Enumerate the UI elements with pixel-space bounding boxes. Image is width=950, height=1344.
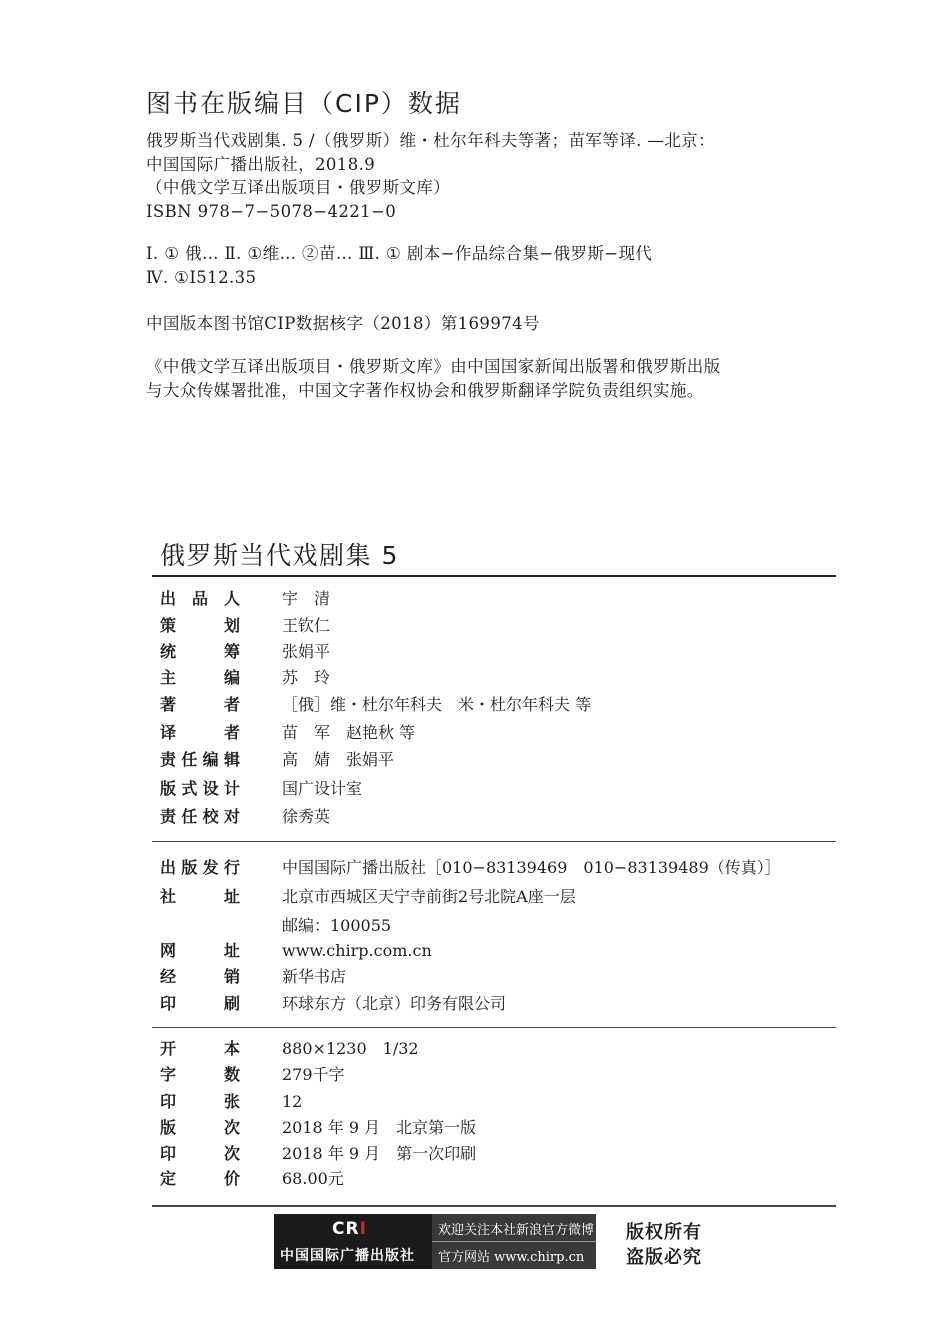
publisher-row-distributor [160,965,836,989]
credit-row-responsible-editor [160,748,836,772]
publisher-label: 出版发行 [160,858,240,877]
spec-value: 12 [282,1092,303,1111]
publisher-label: 印刷 [160,994,240,1013]
publisher-row-distribution [160,856,836,880]
credit-row-proofreader [160,805,836,829]
project-note-line-2: 与大众传媒署批准，中国文字著作权协会和俄罗斯翻译学院负责组织实施。 [146,381,704,400]
credit-label: 策划 [160,616,240,635]
rights-reserved: 版权所有 [626,1222,702,1243]
logo-info-panel [432,1214,596,1269]
spec-row-word-count [160,1063,836,1087]
publisher-logo-name: 中国国际广播出版社 [280,1248,415,1264]
publisher-label: 网址 [160,941,240,960]
spec-row-price [160,1167,836,1191]
spec-label: 版次 [160,1118,240,1137]
publisher-row-website [160,939,836,963]
spec-label: 印次 [160,1144,240,1163]
credit-value: ［俄］维・杜尔年科夫 米・杜尔年科夫 等 [282,695,592,714]
spec-value: 2018 年 9 月 第一次印刷 [282,1144,477,1163]
weibo-follow-text: 欢迎关注本社新浪官方微博 [438,1223,595,1238]
logo-mark-text: CR [332,1219,360,1239]
credit-label: 统筹 [160,642,240,661]
credit-value: 国广设计室 [282,779,363,798]
publisher-row-address [160,885,836,909]
spec-label: 定价 [160,1169,240,1188]
cip-record-line-4: ISBN 978−7−5078−4221−0 [146,202,397,221]
spec-row-printing [160,1142,836,1166]
section-divider [152,1027,836,1028]
crj-logo-mark [332,1219,367,1239]
section-divider [152,841,836,842]
book-title: 俄罗斯当代戏剧集 5 [160,541,399,570]
publisher-logo-block [274,1214,596,1269]
spec-label: 开本 [160,1039,240,1058]
spec-value: 880×1230 1/32 [282,1039,419,1058]
spec-value: 279千字 [282,1065,345,1084]
spec-row-format [160,1037,836,1061]
credit-row-producer [160,587,836,611]
credit-label: 责任编辑 [160,750,240,769]
publisher-value: 中国国际广播出版社［010−83139469 010−83139489（传真）］ [282,858,781,877]
bottom-rule [152,1205,836,1207]
official-website-text: 官方网站 www.chirp.cn [438,1250,585,1265]
credit-value: 徐秀英 [282,807,331,826]
cip-heading: 图书在版编目（CIP）数据 [146,89,462,118]
publisher-value: 邮编：100055 [282,916,392,935]
credit-label: 著者 [160,695,240,714]
spec-value: 2018 年 9 月 北京第一版 [282,1118,477,1137]
cip-classification-line-1: Ⅰ. ① 俄… Ⅱ. ①维… ②苗… Ⅲ. ① 剧本−作品综合集−俄罗斯−现代 [146,244,653,263]
cip-approval-number: 中国版本图书馆CIP数据核字（2018）第169974号 [146,314,540,333]
publisher-label: 经销 [160,967,240,986]
credit-value: 苗 军 赵艳秋 等 [282,723,416,742]
credit-value: 苏 玲 [282,668,331,687]
credit-label: 责任校对 [160,807,240,826]
spec-label: 字数 [160,1065,240,1084]
credit-label: 出品人 [160,589,240,608]
spec-label: 印张 [160,1092,240,1111]
spec-row-sheets [160,1090,836,1114]
publisher-row-postcode [160,914,836,938]
spec-row-edition [160,1116,836,1140]
logo-dark-panel [274,1214,432,1269]
cip-record-line-2: 中国国际广播出版社，2018.9 [146,155,376,174]
credit-row-layout-design [160,777,836,801]
spec-value: 68.00元 [282,1169,344,1188]
credit-row-planner [160,614,836,638]
credit-value: 张娟平 [282,642,331,661]
cip-record-line-3: （中俄文学互译出版项目・俄罗斯文库） [146,178,451,197]
credit-value: 王钦仁 [282,616,331,635]
credit-label: 译者 [160,723,240,742]
publisher-value: 环球东方（北京）印务有限公司 [282,994,507,1013]
publisher-value: www.chirp.com.cn [282,941,432,960]
publisher-value: 新华书店 [282,967,347,986]
title-rule [152,575,836,577]
credit-label: 主编 [160,668,240,687]
publisher-value: 北京市西城区天宁寺前街2号北院A座一层 [282,887,576,906]
project-note-line-1: 《中俄文学互译出版项目・俄罗斯文库》由中国国家新闻出版署和俄罗斯出版 [146,357,721,376]
logo-panel-divider [432,1241,596,1242]
credit-value: 高 婧 张娟平 [282,750,395,769]
publisher-label: 社址 [160,887,240,906]
logo-mark-accent: I [359,1219,367,1239]
credit-label: 版式设计 [160,779,240,798]
credit-row-coordinator [160,640,836,664]
cip-record-line-1: 俄罗斯当代戏剧集. 5 /（俄罗斯）维・杜尔年科夫等著；苗军等译. —北京： [146,131,715,150]
publisher-row-printer [160,992,836,1016]
credit-value: 宇 清 [282,589,331,608]
credit-row-authors [160,693,836,717]
credit-row-translators [160,721,836,745]
piracy-warning: 盗版必究 [626,1247,702,1268]
cip-classification-line-2: Ⅳ. ①I512.35 [146,268,257,287]
credit-row-chief-editor [160,666,836,690]
